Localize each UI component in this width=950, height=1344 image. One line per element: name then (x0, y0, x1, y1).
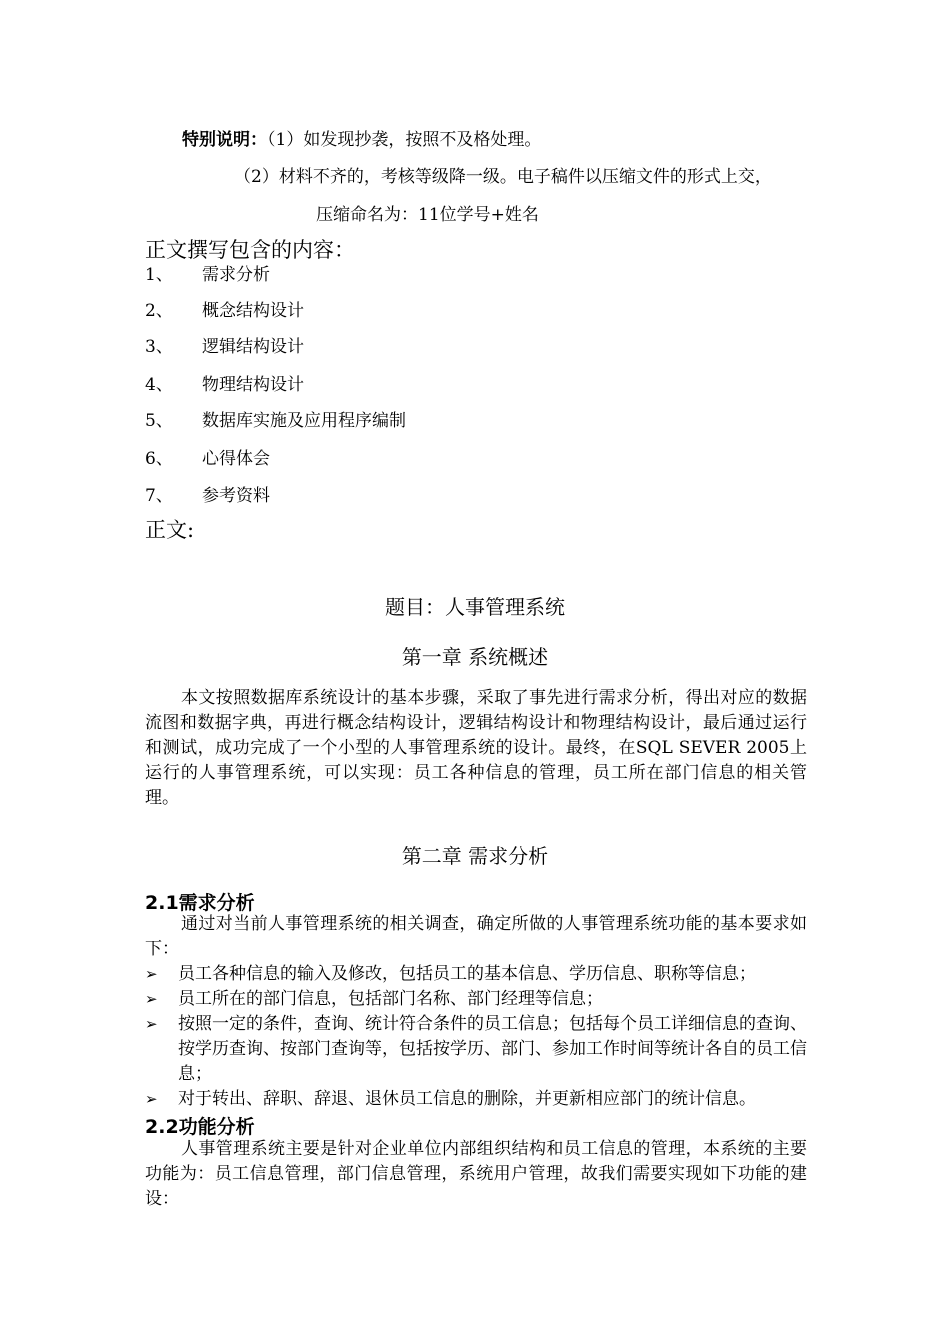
list-item (145, 1012, 807, 1087)
chapter2-title: 第二章 需求分析 (401, 844, 549, 868)
toc-item-text: 心得体会 (202, 449, 270, 469)
special-note-line1 (182, 125, 541, 150)
contents-title: 正文撰写包含的内容： (145, 238, 355, 262)
bullet-arrow-icon: ➢ (145, 990, 158, 1008)
toc-item-number: 6、 (145, 449, 173, 469)
toc-item-number: 5、 (145, 411, 173, 431)
toc-item-number: 7、 (145, 486, 173, 506)
list-item (145, 1087, 807, 1112)
bullet-arrow-icon: ➢ (145, 1015, 158, 1033)
special-note-text1: （1）如发现抄袭，按照不及格处理。 (267, 130, 542, 150)
list-item-text: 员工各种信息的输入及修改，包括员工的基本信息、学历信息、职称等信息； (178, 964, 756, 984)
special-note-label: 特别说明： (182, 130, 267, 150)
toc-item-text: 概念结构设计 (202, 301, 304, 321)
chapter1-title: 第一章 系统概述 (401, 645, 549, 669)
toc-item-text: 参考资料 (202, 486, 270, 506)
list-item-text: 对于转出、辞职、辞退、退休员工信息的删除，并更新相应部门的统计信息。 (178, 1089, 756, 1109)
section-2-1-intro: 通过对当前人事管理系统的相关调查，确定所做的人事管理系统功能的基本要求如下： (145, 914, 807, 959)
toc-item-text: 物理结构设计 (202, 375, 304, 395)
list-item-text: 员工所在的部门信息，包括部门名称、部门经理等信息； (178, 989, 603, 1009)
toc-item-number: 2、 (145, 301, 173, 321)
document-title: 题目：人事管理系统 (385, 595, 565, 619)
special-note-line3: 压缩命名为：11位学号+姓名 (316, 205, 539, 225)
section-2-2-paragraph: 人事管理系统主要是针对企业单位内部组织结构和员工信息的管理，本系统的主要功能为：员工信息管理，部门信息管理，系统用户管理，故我们需要实现如下功能的建设： (145, 1139, 807, 1209)
toc-item-text: 逻辑结构设计 (202, 337, 304, 357)
toc-item-text: 数据库实施及应用程序编制 (202, 411, 406, 431)
list-item (145, 987, 807, 1012)
bullet-arrow-icon: ➢ (145, 965, 158, 983)
section-2-1-title: 2.1需求分析 (145, 892, 255, 914)
toc-item-number: 3、 (145, 337, 173, 357)
special-note-line2: （2）材料不齐的，考核等级降一级。电子稿件以压缩文件的形式上交， (234, 167, 772, 187)
list-item-text: 按照一定的条件，查询、统计符合条件的员工信息；包括每个员工详细信息的查询、按学历查询、按部门查询等，包括按学历、部门、参加工作时间等统计各自的员工信息； (178, 1014, 807, 1084)
section-2-2-title: 2.2功能分析 (145, 1116, 255, 1138)
list-item (145, 962, 807, 987)
bullet-arrow-icon: ➢ (145, 1090, 158, 1108)
toc-item-number: 4、 (145, 375, 173, 395)
body-label: 正文: (145, 518, 195, 542)
toc-item-number: 1、 (145, 265, 173, 285)
toc-item-text: 需求分析 (202, 265, 270, 285)
chapter1-paragraph: 本文按照数据库系统设计的基本步骤，采取了事先进行需求分析，得出对应的数据流图和数据字典，再进行概念结构设计，逻辑结构设计和物理结构设计，最后通过运行和测试，成功完成了一个小型的人事管理系统的设计。最终，在SQL SEVER 2005上运行的人事管理系统，可以实现：员工各种信息的管理，员工所在部门信息的相关管理。 (145, 688, 807, 808)
